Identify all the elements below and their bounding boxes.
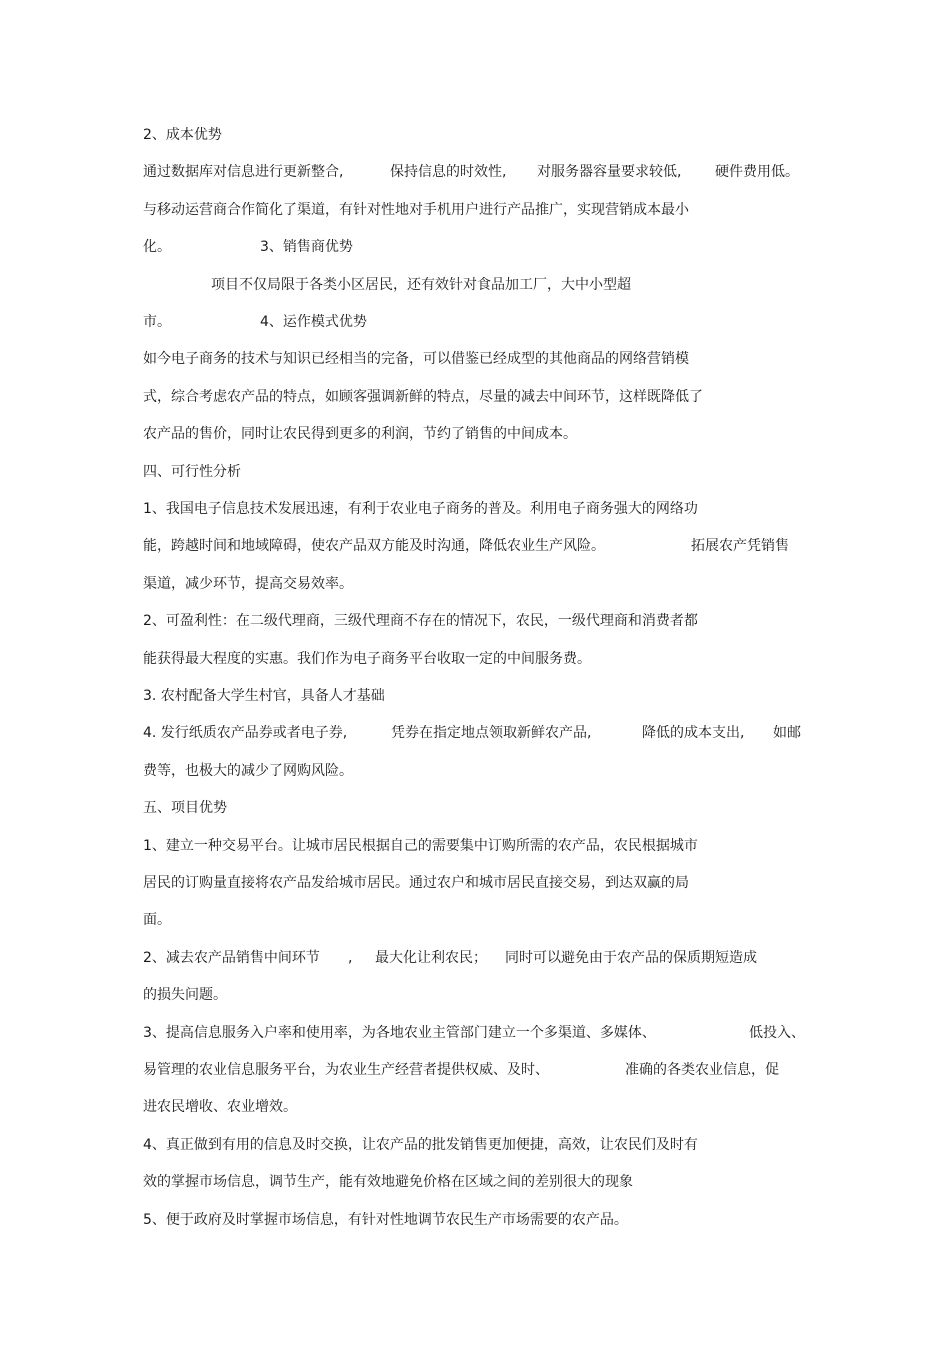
text-segment: 1、我国电子信息技术发展迅速，有利于农业电子商务的普及。利用电子商务强大的网络功: [143, 501, 698, 517]
text-segment: 与移动运营商合作简化了渠道，有针对性地对手机用户进行产品推广，实现营销成本最小: [143, 202, 689, 218]
text-segment: 居民的订购量直接将农产品发给城市居民。通过农户和城市居民直接交易，到达双赢的局: [143, 875, 689, 891]
text-segment: 的损失问题。: [143, 987, 227, 1003]
text-segment: 2、可盈利性：在二级代理商，三级代理商不存在的情况下，农民，一级代理商和消费者都: [143, 613, 698, 629]
text-segment: 保持信息的时效性,: [390, 164, 507, 180]
heading-seller-advantage: 3、销售商优势: [260, 239, 353, 255]
text-segment: 面。: [143, 912, 171, 928]
text-segment: 易管理的农业信息服务平台，为农业生产经营者提供权威、及时、: [143, 1062, 549, 1078]
text-segment: 化。: [143, 239, 171, 255]
text-segment: 如邮: [773, 725, 801, 741]
text-segment: 能，跨越时间和地域障碍，使农产品双方能及时沟通，降低农业生产风险。: [143, 538, 605, 554]
heading-feasibility: 四、可行性分析: [143, 464, 241, 480]
text-segment: 拓展农产凭销售: [691, 538, 789, 554]
heading-project-advantage: 五、项目优势: [143, 800, 227, 816]
text-segment: 凭券在指定地点领取新鲜农产品,: [391, 725, 592, 741]
text-segment: 如今电子商务的技术与知识已经相当的完备，可以借鉴已经成型的其他商品的网络营销模: [143, 351, 689, 367]
heading-operation-advantage: 4、运作模式优势: [260, 314, 367, 330]
text-segment: 通过数据库对信息进行更新整合,: [143, 164, 344, 180]
text-segment: 降低的成本支出,: [642, 725, 745, 741]
text-segment: ,: [348, 950, 353, 966]
heading-cost-advantage: 2、成本优势: [143, 127, 222, 143]
text-segment: 2、减去农产品销售中间环节: [143, 950, 320, 966]
text-segment: 渠道，减少环节，提高交易效率。: [143, 576, 353, 592]
text-segment: 效的掌握市场信息，调节生产，能有效地避免价格在区域之间的差别很大的现象: [143, 1174, 633, 1190]
text-segment: 1、建立一种交易平台。让城市居民根据自己的需要集中订购所需的农产品，农民根据城市: [143, 838, 698, 854]
text-segment: 能获得最大程度的实惠。我们作为电子商务平台收取一定的中间服务费。: [143, 651, 591, 667]
text-segment: 对服务器容量要求较低,: [537, 164, 682, 180]
text-segment: 准确的各类农业信息，促: [625, 1062, 779, 1078]
text-segment: 费等，也极大的减少了网购风险。: [143, 763, 353, 779]
text-segment: 5、便于政府及时掌握市场信息，有针对性地调节农民生产市场需要的农产品。: [143, 1212, 628, 1228]
text-segment: 3. 农村配备大学生村官，具备人才基础: [143, 688, 385, 704]
text-segment: 市。: [143, 314, 171, 330]
text-segment: 4、真正做到有用的信息及时交换，让农产品的批发销售更加便捷，高效，让农民们及时有: [143, 1137, 698, 1153]
text-segment: 低投入、: [749, 1025, 805, 1041]
text-segment: 硬件费用低。: [715, 164, 799, 180]
text-segment: 4. 发行纸质农产品券或者电子券,: [143, 725, 348, 741]
text-segment: 3、提高信息服务入户率和使用率，为各地农业主管部门建立一个多渠道、多媒体、: [143, 1025, 656, 1041]
text-segment: 农产品的售价，同时让农民得到更多的利润，节约了销售的中间成本。: [143, 426, 577, 442]
text-segment: 同时可以避免由于农产品的保质期短造成: [505, 950, 757, 966]
text-segment: 进农民增收、农业增效。: [143, 1099, 297, 1115]
text-segment: 项目不仅局限于各类小区居民，还有效针对食品加工厂，大中小型超: [211, 277, 631, 293]
text-segment: 式，综合考虑农产品的特点，如顾客强调新鲜的特点，尽量的减去中间环节，这样既降低了: [143, 389, 703, 405]
text-segment: 最大化让利农民；: [375, 950, 487, 966]
